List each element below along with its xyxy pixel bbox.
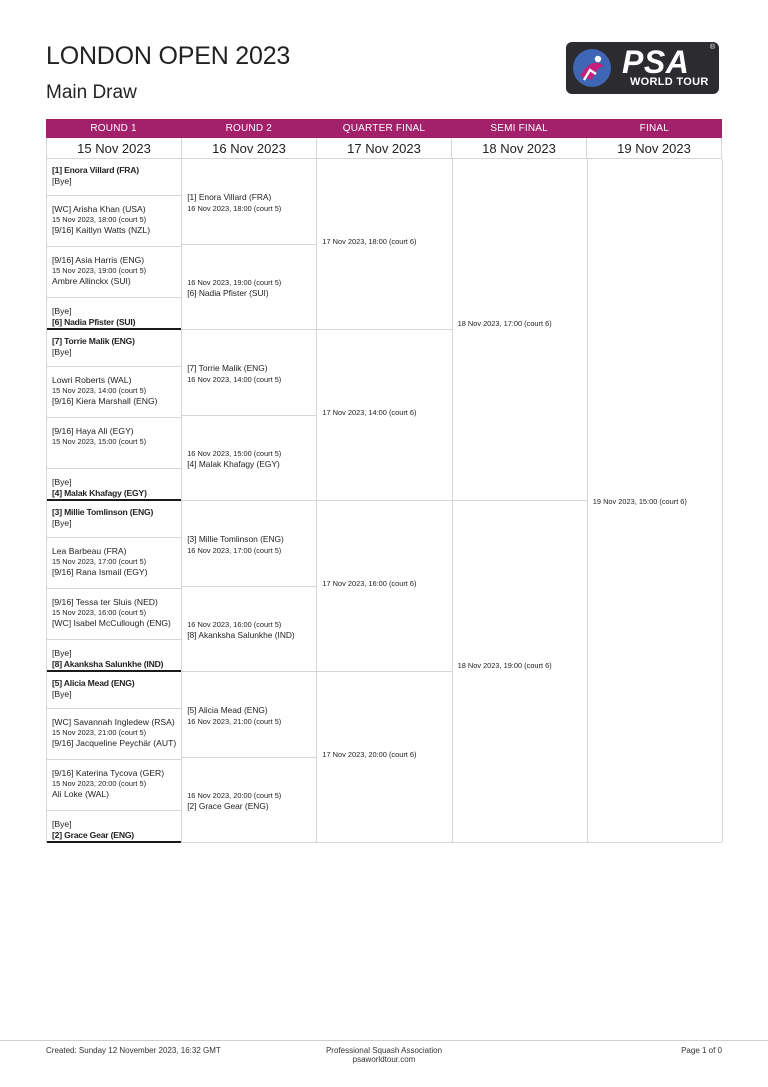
quarter-final-column	[317, 159, 452, 842]
round1-player-top: [5] Alicia Mead (ENG)	[52, 678, 135, 688]
round2-match	[182, 758, 316, 844]
round1-match	[47, 709, 181, 760]
psa-world-tour-logo	[566, 42, 719, 94]
semi-final-time: 18 Nov 2023, 17:00 (court 6)	[457, 319, 552, 328]
round2-match-time: 16 Nov 2023, 20:00 (court 5)	[187, 790, 282, 800]
round1-match	[47, 330, 181, 367]
round2-player: [7] Torrie Malik (ENG)	[187, 363, 268, 373]
round1-player-top: [Bye]	[52, 477, 72, 487]
round1-player-top: [9/16] Haya Ali (EGY)	[52, 426, 134, 436]
round2-entry	[187, 448, 312, 470]
round2-player: [1] Enora Villard (FRA)	[187, 192, 272, 202]
quarter-final-match	[317, 159, 451, 330]
logo-brand-text: PSA	[622, 44, 690, 80]
round1-match	[47, 589, 181, 640]
round1-match	[47, 196, 181, 247]
round2-match-time: 16 Nov 2023, 21:00 (court 5)	[187, 717, 282, 726]
final-match	[588, 159, 722, 843]
round2-match	[182, 587, 316, 673]
round2-player: [2] Grace Gear (ENG)	[187, 800, 269, 811]
round1-match	[47, 640, 181, 672]
round2-match	[182, 672, 316, 758]
round-date-1: 15 Nov 2023	[47, 138, 182, 159]
round1-player-top: [WC] Arisha Khan (USA)	[52, 204, 146, 214]
round-header-5: FINAL	[639, 123, 670, 134]
round1-match-time: 15 Nov 2023, 15:00 (court 5)	[52, 437, 147, 446]
round-header-3: QUARTER FINAL	[342, 123, 426, 134]
final-time: 19 Nov 2023, 15:00 (court 6)	[592, 497, 687, 506]
round2-match-time: 16 Nov 2023, 14:00 (court 5)	[187, 375, 282, 384]
round1-match-time: 15 Nov 2023, 14:00 (court 5)	[52, 386, 147, 395]
round1-player-top: [3] Millie Tomlinson (ENG)	[52, 507, 154, 517]
round2-match	[182, 245, 316, 331]
round1-column	[47, 159, 182, 842]
page-subtitle: Main Draw	[46, 82, 137, 103]
round1-player-top: [7] Torrie Malik (ENG)	[52, 336, 135, 346]
page-title: LONDON OPEN 2023	[46, 42, 291, 70]
round1-player-bottom: [8] Akanksha Salunkhe (IND)	[52, 659, 164, 669]
round1-player-top: [1] Enora Villard (FRA)	[52, 165, 139, 175]
quarter-final-match	[317, 672, 451, 843]
round1-match-time: 15 Nov 2023, 21:00 (court 5)	[52, 728, 147, 737]
round1-player-bottom: [Bye]	[52, 689, 72, 699]
round2-column	[182, 159, 317, 842]
round1-player-bottom: [6] Nadia Pfister (SUI)	[52, 317, 136, 327]
round2-entry	[187, 705, 312, 727]
round2-entry	[187, 790, 312, 812]
round1-match-time: 15 Nov 2023, 17:00 (court 5)	[52, 557, 147, 566]
round-date-2: 16 Nov 2023	[182, 138, 317, 159]
round1-match	[47, 672, 181, 709]
quarter-final-time: 17 Nov 2023, 14:00 (court 6)	[322, 407, 417, 417]
final-column	[588, 159, 723, 842]
quarter-final-match	[317, 501, 451, 672]
semi-final-match	[453, 501, 587, 843]
round2-player: [8] Akanksha Salunkhe (IND)	[187, 629, 295, 640]
round1-player-bottom: [Bye]	[52, 176, 72, 186]
round1-player-top: [Bye]	[52, 819, 72, 829]
round1-player-top: Lowri Roberts (WAL)	[52, 375, 132, 385]
round1-player-bottom: [Bye]	[52, 347, 72, 357]
round-header-2: ROUND 2	[225, 123, 272, 134]
round2-player: [4] Malak Khafagy (EGY)	[187, 458, 280, 469]
round1-player-top: [Bye]	[52, 648, 72, 658]
round2-match-time: 16 Nov 2023, 17:00 (court 5)	[187, 546, 282, 555]
round1-player-top: [Bye]	[52, 306, 72, 316]
round1-match	[47, 367, 181, 418]
round2-match	[182, 159, 316, 245]
round1-player-bottom: Ali Loke (WAL)	[52, 789, 109, 799]
round-header-row	[46, 119, 722, 138]
footer-page-number: Page 1 of 0	[681, 1046, 722, 1055]
round-date-row	[46, 138, 722, 159]
main-draw-table	[46, 119, 722, 843]
round1-player-top: [9/16] Tessa ter Sluis (NED)	[52, 597, 158, 607]
round-date-3: 17 Nov 2023	[317, 138, 452, 159]
bracket-grid	[46, 159, 722, 843]
round1-player-bottom: [9/16] Rana Ismail (EGY)	[52, 567, 148, 577]
round2-match	[182, 501, 316, 587]
round1-player-bottom: [9/16] Kiera Marshall (ENG)	[52, 396, 158, 406]
round1-player-bottom: [Bye]	[52, 518, 72, 528]
round1-player-top: Lea Barbeau (FRA)	[52, 546, 127, 556]
quarter-final-time: 17 Nov 2023, 18:00 (court 6)	[322, 236, 417, 246]
footer-website: psaworldtour.com	[352, 1055, 416, 1064]
round-date-5: 19 Nov 2023	[587, 138, 722, 159]
round2-entry	[187, 619, 312, 641]
quarter-final-time: 17 Nov 2023, 16:00 (court 6)	[322, 578, 417, 588]
round1-match	[47, 760, 181, 811]
footer-organisation	[284, 1046, 484, 1064]
round2-match-time: 16 Nov 2023, 18:00 (court 5)	[187, 204, 282, 213]
semi-final-column	[453, 159, 588, 842]
round2-match-time: 16 Nov 2023, 16:00 (court 5)	[187, 619, 282, 629]
round2-match	[182, 416, 316, 502]
round1-match-time: 15 Nov 2023, 16:00 (court 5)	[52, 608, 147, 617]
round1-player-bottom: Ambre Allinckx (SUI)	[52, 276, 131, 286]
round1-match	[47, 298, 181, 330]
round2-match-time: 16 Nov 2023, 19:00 (court 5)	[187, 277, 282, 287]
footer-divider	[0, 1040, 768, 1041]
round2-entry	[187, 277, 312, 299]
round1-match	[47, 247, 181, 298]
squash-player-icon	[570, 46, 614, 90]
round-header-4: SEMI FINAL	[490, 123, 548, 134]
round1-player-top: [9/16] Katerina Tycova (GER)	[52, 768, 165, 778]
semi-final-time: 18 Nov 2023, 19:00 (court 6)	[457, 661, 552, 670]
round1-player-bottom: [WC] Isabel McCullough (ENG)	[52, 618, 171, 628]
round1-match-time: 15 Nov 2023, 18:00 (court 5)	[52, 215, 147, 224]
round2-match	[182, 330, 316, 416]
round1-player-bottom: [2] Grace Gear (ENG)	[52, 830, 134, 840]
round2-player: [3] Millie Tomlinson (ENG)	[187, 534, 284, 544]
round1-player-bottom: [4] Malak Khafagy (EGY)	[52, 488, 147, 498]
footer-org-name: Professional Squash Association	[325, 1046, 443, 1055]
round-date-4: 18 Nov 2023	[452, 138, 587, 159]
round1-match	[47, 418, 181, 469]
round1-player-top: [WC] Savannah Ingledew (RSA)	[52, 717, 175, 727]
round-header-1: ROUND 1	[90, 123, 137, 134]
round1-match-time: 15 Nov 2023, 20:00 (court 5)	[52, 779, 147, 788]
round1-player-top: [9/16] Asia Harris (ENG)	[52, 255, 145, 265]
round2-entry	[187, 363, 312, 385]
round2-entry	[187, 192, 312, 214]
quarter-final-time: 17 Nov 2023, 20:00 (court 6)	[322, 749, 417, 759]
round1-player-bottom: [9/16] Kaitlyn Watts (NZL)	[52, 225, 151, 235]
semi-final-match	[453, 159, 587, 501]
round1-match-time: 15 Nov 2023, 19:00 (court 5)	[52, 266, 147, 275]
round2-match-time: 16 Nov 2023, 15:00 (court 5)	[187, 448, 282, 458]
round1-match	[47, 538, 181, 589]
round1-match	[47, 811, 181, 843]
round1-match	[47, 159, 181, 196]
round2-player: [6] Nadia Pfister (SUI)	[187, 287, 269, 298]
logo-tour-text: WORLD TOUR	[630, 76, 709, 88]
logo-registered-mark: ®	[709, 44, 715, 51]
quarter-final-match	[317, 330, 451, 501]
round1-match	[47, 469, 181, 501]
round2-entry	[187, 534, 312, 556]
round1-match	[47, 501, 181, 538]
footer-created: Created: Sunday 12 November 2023, 16:32 GMT	[46, 1046, 221, 1055]
round2-player: [5] Alicia Mead (ENG)	[187, 705, 268, 715]
round1-player-bottom: [9/16] Jacqueline Peychär (AUT)	[52, 738, 177, 748]
